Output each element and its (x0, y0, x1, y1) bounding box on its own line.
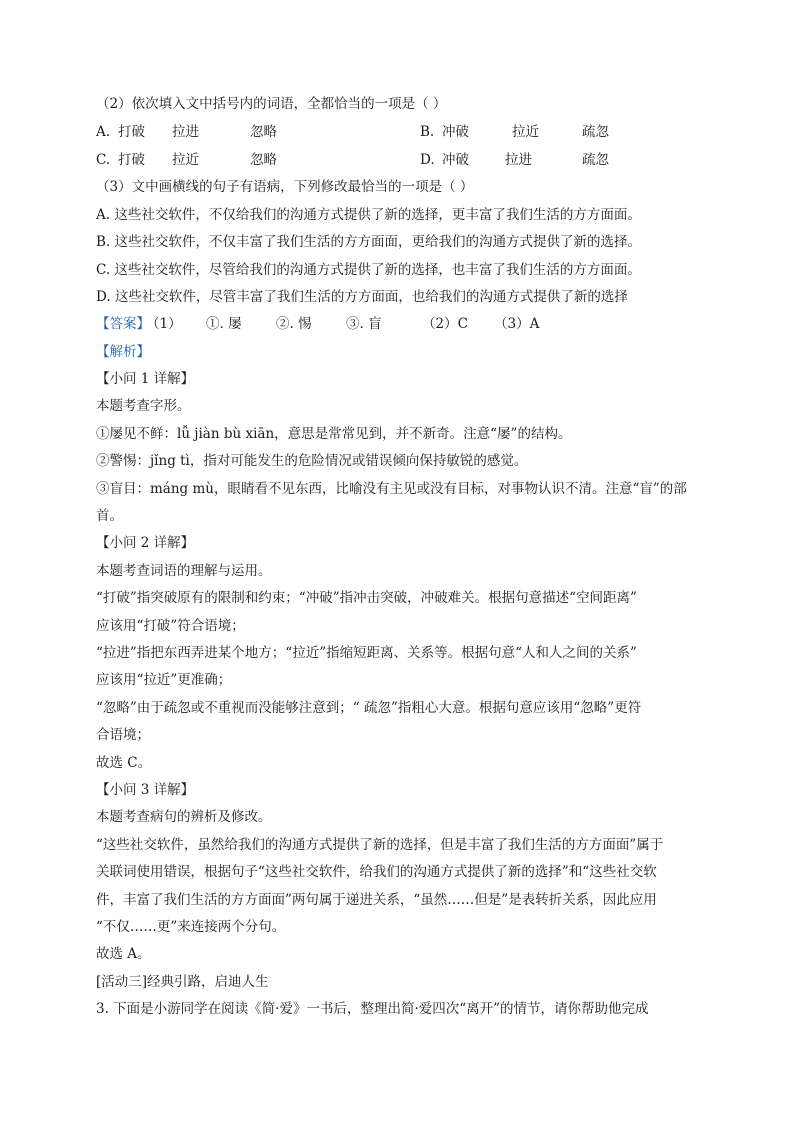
subq3-line3: 件，丰富了我们生活的方方面面”两句属于递进关系，“虽然……但是”是表转折关系，因此应用 (96, 892, 657, 908)
subq1-intro: 本题考查字形。 (96, 398, 191, 414)
answer-part-3: （3）A (494, 316, 540, 332)
option-b-word3: 疏忽 (582, 124, 609, 140)
option-b-word1: 冲破 (442, 124, 469, 140)
subq2-conclusion: 故选 C。 (96, 755, 152, 771)
subq2-line6: 合语境； (96, 727, 150, 743)
q3-option-d: D. 这些社交软件，尽管丰富了我们生活的方方面面，也给我们的沟通方式提供了新的选择 (96, 289, 628, 305)
option-d-word1: 冲破 (442, 152, 469, 168)
option-c-word3: 忽略 (250, 152, 277, 168)
analysis-label: 【解析】 (96, 344, 150, 360)
subq1-line3: ③盲目：máng mù，眼睛看不见东西，比喻没有主见或没有目标，对事物认识不清。注意“盲”的部 (96, 481, 687, 497)
answer-blank-3: ③. 盲 (346, 316, 382, 332)
answer-blank-1: ①. 屡 (206, 316, 242, 332)
subq1-line1: ①屡见不鲜：lǚ jiàn bù xiān，意思是常常见到，并不新奇。注意“屡”的结构。 (96, 426, 572, 442)
subq2-line3: “拉进”指把东西弄进某个地方；“拉近”指缩短距离、关系等。根据句意“人和人之间的关系” (96, 645, 637, 661)
option-a-word2: 拉进 (172, 124, 199, 140)
option-a-word1: 打破 (118, 124, 145, 140)
subq2-heading: 【小问 2 详解】 (96, 535, 195, 551)
q3-option-c: C. 这些社交软件，尽管给我们的沟通方式提供了新的选择，也丰富了我们生活的方方面面。 (96, 262, 641, 278)
option-b-letter: B. (420, 124, 435, 140)
q3-option-b: B. 这些社交软件，不仅丰富了我们生活的方方面面，更给我们的沟通方式提供了新的选择。 (96, 234, 642, 250)
subq2-line5: “忽略”由于疏忽或不重视而没能够注意到；“ 疏忽”指粗心大意。根据句意应该用“忽略”更符 (96, 700, 642, 716)
option-b-word2: 拉近 (512, 124, 539, 140)
subq1-line2: ②警惕：jǐng tì，指对可能发生的危险情况或错误倾向保持敏锐的感觉。 (96, 453, 528, 469)
subq3-heading: 【小问 3 详解】 (96, 782, 195, 798)
question-3-stem: （3）文中画横线的句子有语病，下列修改最恰当的一项是（ ） (96, 179, 474, 195)
option-a-letter: A. (96, 124, 111, 140)
subq3-conclusion: 故选 A。 (96, 946, 151, 962)
option-d-word3: 疏忽 (582, 152, 609, 168)
answer-part-1: （1） (146, 316, 182, 332)
subq3-line2: 关联词使用错误，根据句子“这些社交软件，给我们的沟通方式提供了新的选择”和“这些社交软 (96, 864, 657, 880)
option-d-letter: D. (420, 152, 435, 168)
question-2-stem: （2）依次填入文中括号内的词语，全都恰当的一项是（ ） (96, 96, 447, 112)
subq1-heading: 【小问 1 详解】 (96, 371, 195, 387)
subq3-line4: “不仅……更”来连接两个分句。 (96, 919, 286, 935)
subq2-line2: 应该用“打破”符合语境； (96, 618, 245, 634)
option-c-word2: 拉近 (172, 152, 199, 168)
answer-label: 【答案】 (96, 316, 150, 332)
subq1-line4: 首。 (96, 508, 123, 524)
subq2-line4: 应该用“拉近”更准确； (96, 672, 232, 688)
activity-3-title: [活动三]经典引路，启迪人生 (96, 974, 269, 990)
option-d-word2: 拉进 (505, 152, 532, 168)
question-3-intro: 3. 下面是小游同学在阅读《简·爱》一书后，整理出简·爱四次“离开”的情节，请你帮助他完成 (96, 1001, 649, 1017)
subq2-intro: 本题考查词语的理解与运用。 (96, 563, 272, 579)
option-c-letter: C. (96, 152, 111, 168)
q3-option-a: A. 这些社交软件，不仅给我们的沟通方式提供了新的选择，更丰富了我们生活的方方面面。 (96, 207, 641, 223)
option-a-word3: 忽略 (250, 124, 277, 140)
subq3-line1: “这些社交软件，虽然给我们的沟通方式提供了新的选择，但是丰富了我们生活的方方面面”属于 (96, 837, 664, 853)
subq3-intro: 本题考查病句的辨析及修改。 (96, 809, 272, 825)
answer-blank-2: ②. 惕 (276, 316, 312, 332)
answer-part-2: （2）C (422, 316, 468, 332)
option-c-word1: 打破 (118, 152, 145, 168)
subq2-line1: “打破”指突破原有的限制和约束；“冲破”指冲击突破，冲破难关。根据句意描述“空间距离” (96, 590, 637, 606)
